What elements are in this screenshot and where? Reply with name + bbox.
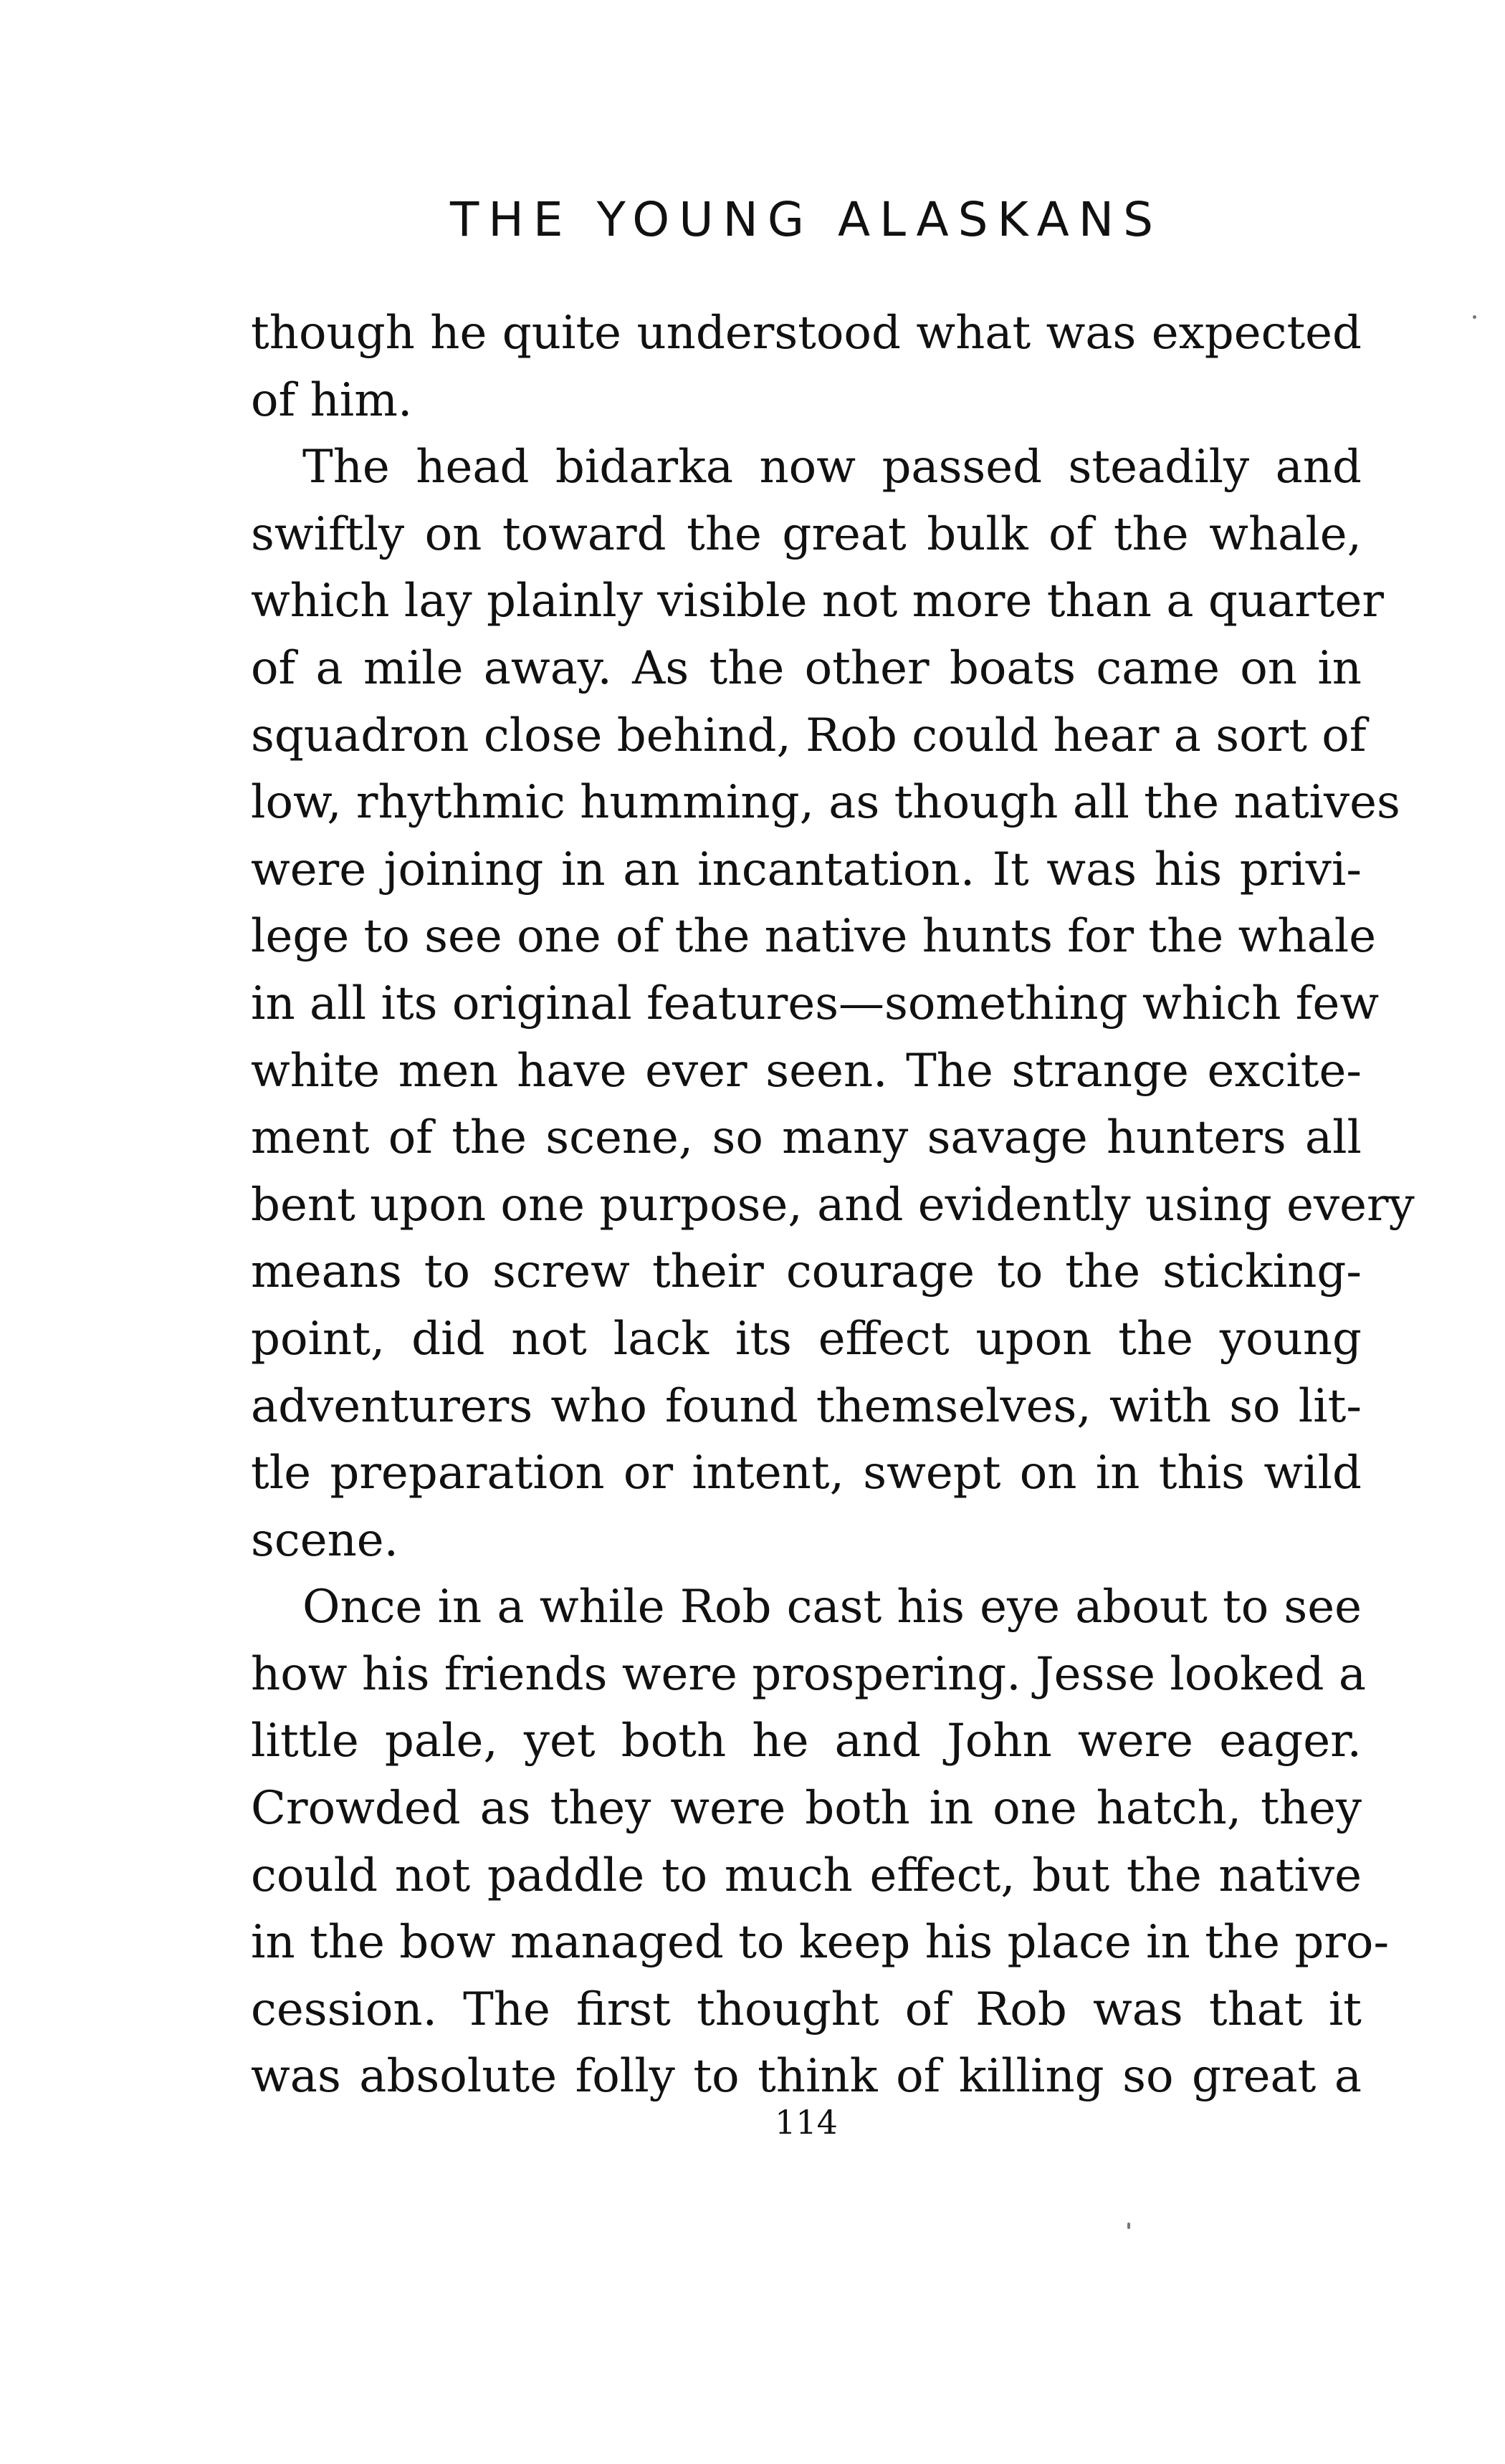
text-line: of a mile away. As the other boats came on in <box>251 641 1362 695</box>
text-line: in all its original features—something which few <box>251 977 1380 1030</box>
text-line: point, did not lack its effect upon the young <box>251 1312 1362 1366</box>
text-line: tle preparation or intent, swept on in this wild <box>251 1447 1362 1500</box>
text-line: white men have ever seen. The strange excite- <box>251 1044 1362 1098</box>
text-line: scene. <box>251 1513 398 1567</box>
paper-speck <box>1473 315 1476 319</box>
text-line: low, rhythmic humming, as though all the natives <box>251 776 1400 830</box>
text-line: bent upon one purpose, and evidently using every <box>251 1178 1415 1232</box>
text-line: how his friends were prospering. Jesse looked a <box>251 1647 1367 1701</box>
text-line: could not paddle to much effect, but the native <box>251 1849 1362 1902</box>
text-line: squadron close behind, Rob could hear a sort of <box>251 709 1367 762</box>
text-line: were joining in an incantation. It was his privi- <box>251 843 1362 896</box>
text-line: lege to see one of the native hunts for the whale <box>251 910 1377 964</box>
text-line: ment of the scene, so many savage hunters all <box>251 1111 1362 1165</box>
text-line: cession. The first thought of Rob was that it <box>251 1983 1362 2036</box>
text-line: in the bow managed to keep his place in the pro- <box>251 1916 1390 1970</box>
text-line: though he quite understood what was expected <box>251 307 1362 360</box>
text-line: was absolute folly to think of killing so great a <box>251 2050 1362 2104</box>
text-line: Crowded as they were both in one hatch, they <box>251 1782 1362 1836</box>
text-line: of him. <box>251 373 413 427</box>
running-head: THE YOUNG ALASKANS <box>449 192 1163 247</box>
text-line: which lay plainly visible not more than a quarter <box>251 575 1384 628</box>
text-line: adventurers who found themselves, with so lit- <box>251 1379 1362 1433</box>
text-line: The head bidarka now passed steadily and <box>302 441 1362 494</box>
text-line: swiftly on toward the great bulk of the whale, <box>251 507 1362 561</box>
body-text <box>251 300 1415 2111</box>
text-line: Once in a while Rob cast his eye about to see <box>302 1581 1362 1634</box>
page-number: 114 <box>775 2103 838 2142</box>
text-line: little pale, yet both he and John were eager. <box>251 1715 1362 1768</box>
text-line: means to screw their courage to the sticking- <box>251 1245 1362 1299</box>
paper-speck <box>1127 2223 1130 2229</box>
